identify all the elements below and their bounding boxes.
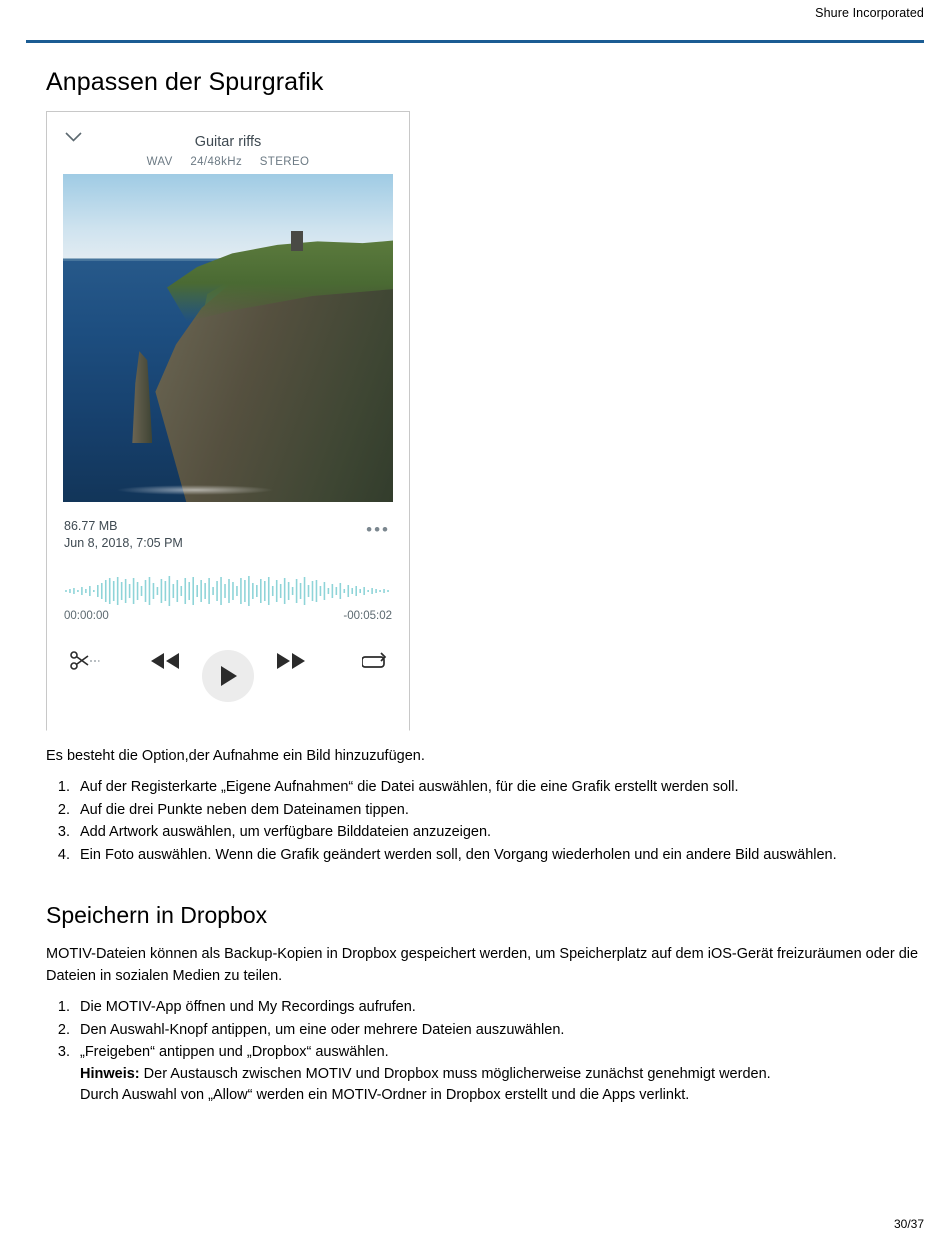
track-samplerate: 24/48kHz bbox=[190, 156, 243, 168]
dropbox-step-3-text: „Freigeben“ antippen und „Dropbox“ auswählen. bbox=[80, 1044, 389, 1060]
header-company-name: Shure Incorporated bbox=[815, 6, 924, 20]
note-text: Der Austausch zwischen MOTIV und Dropbox muss möglicherweise zunächst genehmigt werden. bbox=[143, 1065, 771, 1082]
more-options-icon[interactable]: ••• bbox=[366, 520, 390, 539]
track-artwork-image bbox=[63, 174, 393, 502]
file-info-row bbox=[64, 518, 392, 562]
header-divider bbox=[26, 40, 924, 43]
fast-forward-icon[interactable] bbox=[274, 650, 308, 677]
page-header bbox=[0, 0, 950, 42]
section-title-artwork: Anpassen der Spurgrafik bbox=[46, 68, 324, 96]
transport-controls bbox=[64, 644, 392, 702]
dropbox-note-line-2: Durch Auswahl von „Allow“ werden ein MOTIV-Ordner in Dropbox erstellt und die Apps verlinkt. bbox=[80, 1087, 690, 1103]
dropbox-intro-paragraph: MOTIV-Dateien können als Backup-Kopien in Dropbox gespeichert werden, um Speicherplatz auf dem iOS-Gerät freizuräumen oder die Dateien in sozialen Medien zu teilen. bbox=[46, 946, 919, 984]
track-metadata bbox=[47, 156, 409, 168]
dropbox-note-line-1 bbox=[80, 1064, 924, 1086]
waveform-icon bbox=[64, 574, 392, 608]
note-label: Hinweis: bbox=[80, 1065, 140, 1082]
list-item: 1. Auf der Registerkarte „Eigene Aufnahmen“ die Datei auswählen, für die eine Grafik erstellt werden soll. bbox=[74, 777, 924, 799]
app-topbar bbox=[47, 112, 409, 174]
time-elapsed: 00:00:00 bbox=[64, 610, 109, 622]
artwork-tower bbox=[291, 231, 303, 251]
list-item: 2. Den Auswahl-Knopf antippen, um eine oder mehrere Dateien auszuwählen. bbox=[74, 1020, 924, 1042]
list-item: 2. Auf die drei Punkte neben dem Dateinamen tippen. bbox=[74, 800, 924, 822]
section-title-dropbox: Speichern in Dropbox bbox=[46, 902, 268, 928]
scissors-icon[interactable] bbox=[70, 650, 100, 677]
file-size-label: 86.77 MB bbox=[64, 519, 118, 533]
list-item: 3. Add Artwork auswählen, um verfügbare Bilddateien anzuzeigen. bbox=[74, 822, 924, 844]
track-channels: STEREO bbox=[259, 156, 310, 168]
track-format: WAV bbox=[146, 156, 173, 168]
loop-icon[interactable] bbox=[362, 650, 388, 677]
list-item: 4. Ein Foto auswählen. Wenn die Grafik geändert werden soll, den Vorgang wiederholen und ein andere Bild auswählen. bbox=[74, 845, 924, 867]
artwork-intro-paragraph: Es besteht die Option,der Aufnahme ein Bild hinzuzufügen. bbox=[46, 748, 425, 764]
play-button[interactable] bbox=[202, 650, 254, 702]
dropbox-steps-list bbox=[46, 997, 924, 1107]
rewind-icon[interactable] bbox=[148, 650, 182, 677]
play-icon bbox=[202, 650, 254, 702]
list-item: 1. Die MOTIV-App öffnen und My Recordings aufrufen. bbox=[74, 997, 924, 1019]
artwork-sea-foam bbox=[116, 485, 274, 495]
page-number: 30/37 bbox=[893, 1217, 924, 1231]
waveform-display[interactable] bbox=[64, 574, 392, 608]
time-remaining: -00:05:02 bbox=[343, 610, 392, 622]
track-title: Guitar riffs bbox=[194, 134, 262, 150]
playback-times bbox=[64, 610, 392, 628]
list-item bbox=[74, 1042, 924, 1107]
page-content bbox=[46, 60, 924, 1108]
file-date-label: Jun 8, 2018, 7:05 PM bbox=[64, 536, 183, 550]
artwork-steps-list bbox=[46, 777, 924, 866]
app-screenshot-figure bbox=[46, 111, 410, 731]
